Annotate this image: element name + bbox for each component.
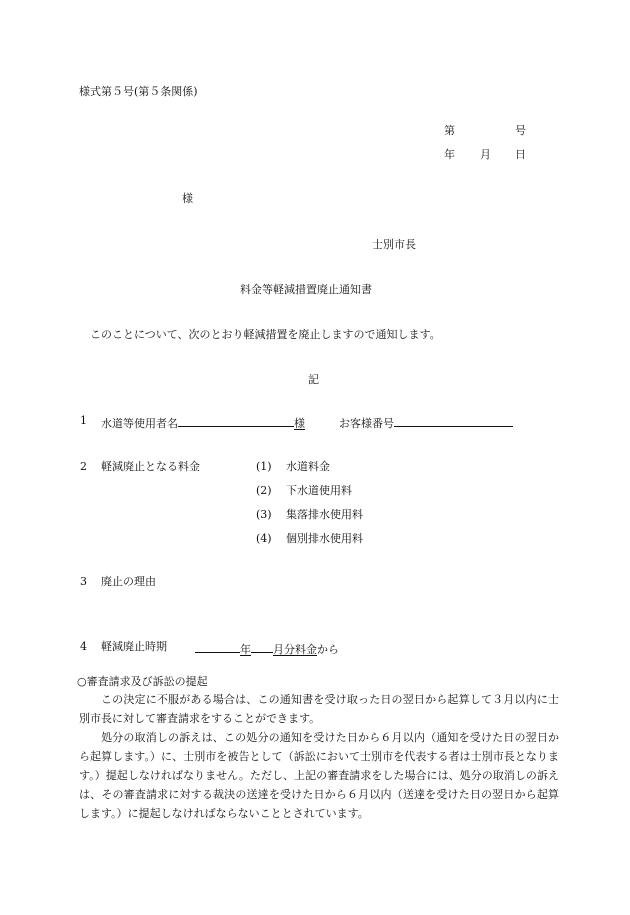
intro-text: このことについて、次のとおり軽減措置を廃止しますので通知します。	[90, 328, 441, 341]
abolition-period-row	[195, 640, 339, 657]
notice-heading: ○審査請求及び訴訟の提起	[77, 675, 208, 688]
document-title: 料金等軽減措置廃止通知書	[240, 283, 372, 296]
date-month: 月	[480, 148, 491, 161]
charge-4-name: 個別排水使用料	[286, 532, 363, 545]
item3-number: 3	[80, 575, 87, 588]
addressee-suffix: 様	[182, 192, 193, 205]
month-blank	[251, 640, 273, 653]
item4-label: 軽減廃止時期	[101, 640, 167, 653]
item4-number: 4	[80, 640, 87, 653]
year-blank	[195, 640, 240, 653]
item1-label: 水道等使用者名	[101, 417, 178, 430]
period-year: 年	[240, 643, 251, 656]
item1-sama: 様	[294, 417, 305, 430]
charge-1-name: 水道料金	[286, 460, 330, 473]
period-from: から	[317, 643, 339, 656]
item2-number: 2	[80, 460, 87, 473]
customer-number-blank	[394, 414, 513, 427]
charge-3-number: (3)	[256, 508, 272, 521]
charge-4-number: (4)	[256, 532, 272, 545]
user-name-blank	[178, 414, 294, 427]
date-year: 年	[444, 148, 455, 161]
charge-2-number: (2)	[256, 484, 272, 497]
charge-1-number: (1)	[256, 460, 272, 473]
item3-label: 廃止の理由	[101, 575, 156, 588]
doc-number-prefix: 第	[444, 124, 455, 137]
notice-paragraph-2: 処分の取消しの訴えは、この処分の通知を受けた日から６月以内（通知を受けた日の翌日から起算します。）に、士別市を被告として（訴訟において士別市を代表する者は士別市長となります。）提起しなければなりません。ただし、上記の審査請求をした場合には、処分の取消しの訴えは、その審査請求に対する裁決の送達を受けた日から６月以内（送達を受けた日の翌日から起算します。）に提起しなければならないこととされています。	[79, 731, 559, 820]
item1-number: 1	[80, 414, 87, 427]
ki-heading: 記	[308, 373, 319, 386]
date-day: 日	[515, 148, 526, 161]
charge-3-name: 集落排水使用料	[286, 508, 363, 521]
customer-number-row	[339, 414, 513, 431]
charge-2-name: 下水道使用料	[286, 484, 352, 497]
doc-number-suffix: 号	[515, 124, 526, 137]
item2-label: 軽減廃止となる料金	[101, 460, 200, 473]
notice-paragraph-1: この決定に不服がある場合は、この通知書を受け取った日の翌日から起算して３月以内に士別市長に対して審査請求をすることができます。	[79, 693, 559, 725]
item1-row	[101, 414, 305, 431]
form-number: 様式第５号(第５条関係)	[79, 85, 198, 98]
issuer: 士別市長	[372, 238, 416, 251]
customer-number-label: お客様番号	[339, 417, 394, 430]
period-month-part: 月分料金	[273, 643, 317, 656]
